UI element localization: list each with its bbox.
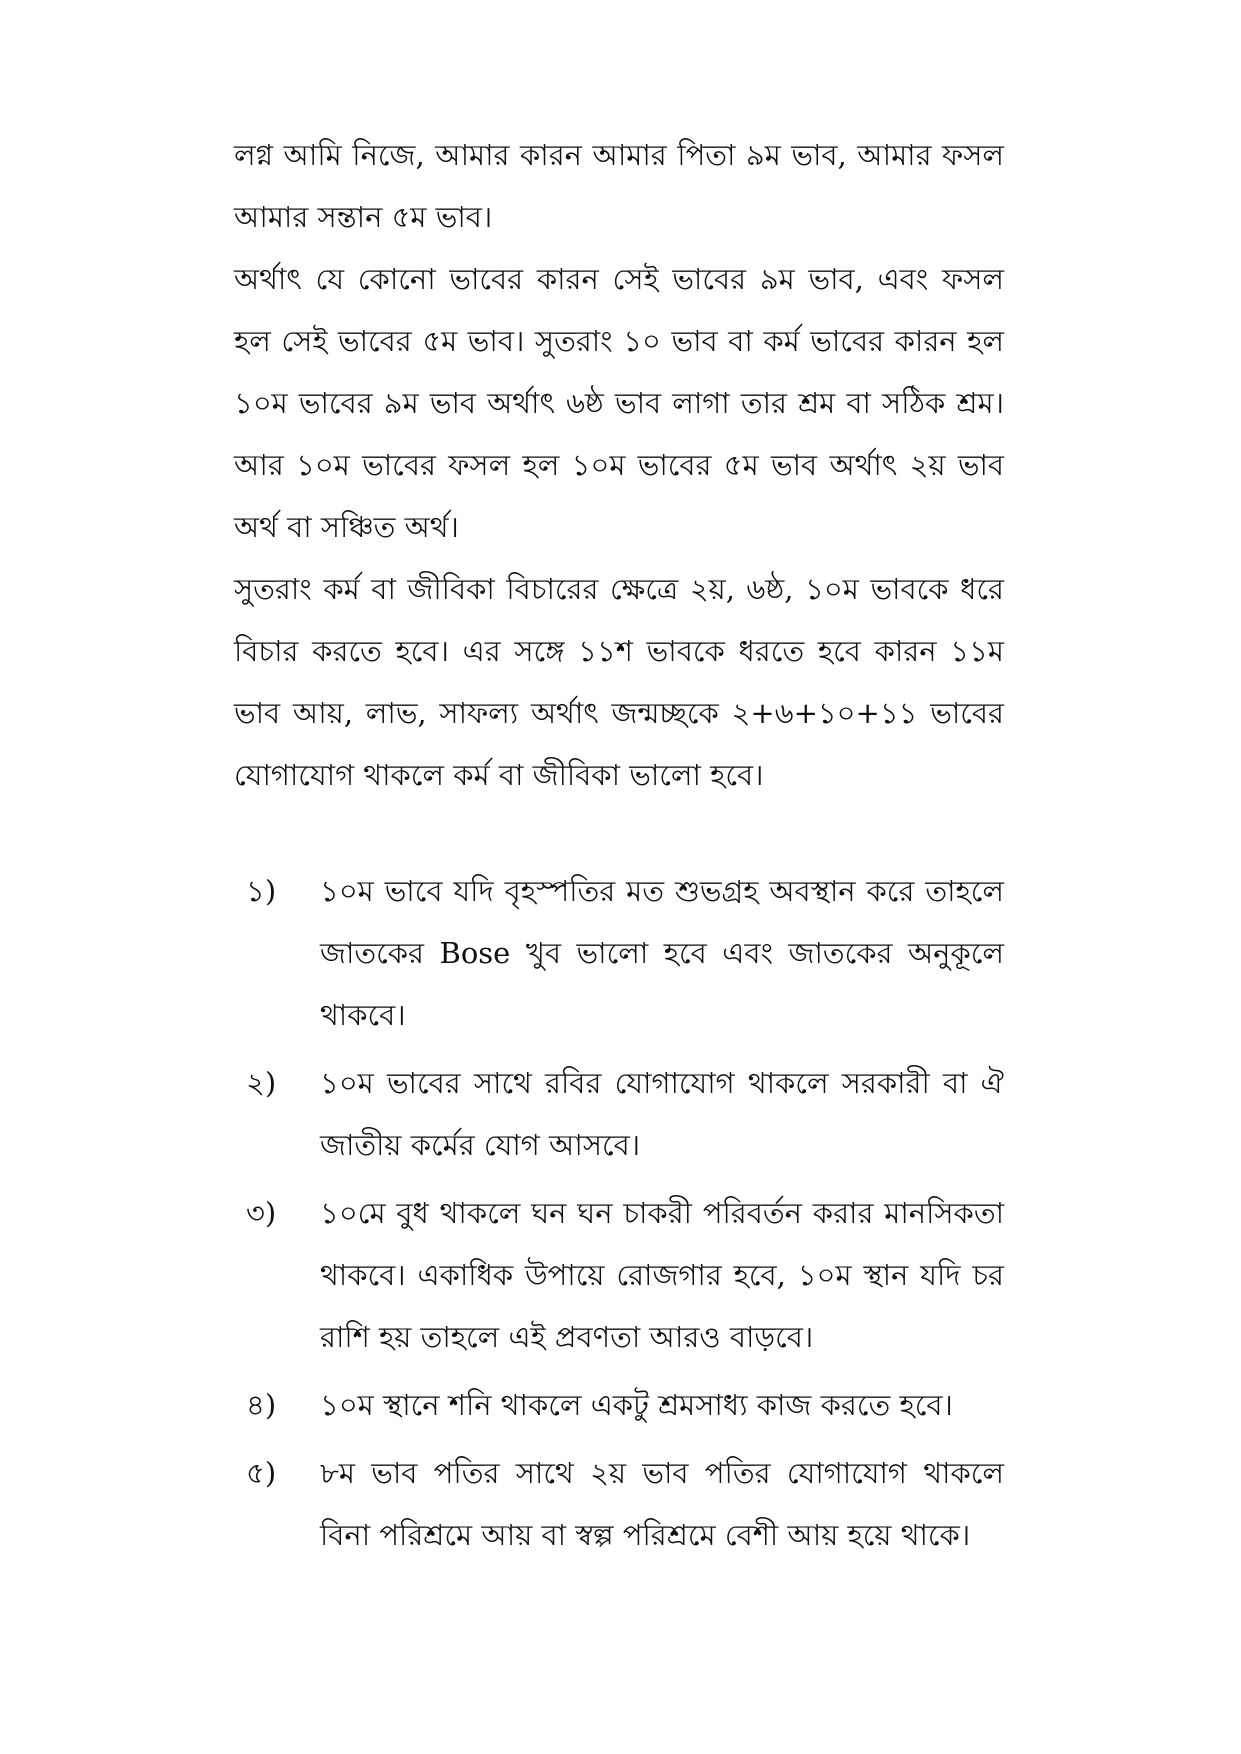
list-item: [234, 1182, 1004, 1368]
list-item-text: ১০ম ভাবে যদি বৃহস্পতির মত শুভগ্রহ অবস্থান করে তাহলে জাতকের Bose খুব ভালো হবে এবং জাতকের অনুকূলে থাকবে।: [320, 874, 1004, 1032]
list-item-text: ৮ম ভাব পতির সাথে ২য় ভাব পতির যোগাযোগ থাকলে বিনা পরিশ্রমে আয় বা স্বল্প পরিশ্রমে বেশী আয় হয়ে থাকে।: [320, 1456, 1004, 1552]
list-item-number: ৫): [246, 1456, 277, 1490]
list-item: [234, 1052, 1004, 1176]
list-item-number: ৪): [246, 1388, 277, 1422]
list-item-number: ১): [246, 874, 277, 908]
list-item-text: ১০ম ভাবের সাথে রবির যোগাযোগ থাকলে সরকারী বা ঐ জাতীয় কর্মের যোগ আসবে।: [320, 1066, 1004, 1162]
list-item: [234, 1442, 1004, 1566]
list-item-text: ১০মে বুধ থাকলে ঘন ঘন চাকরী পরিবর্তন করার মানসিকতা থাকবে। একাধিক উপায়ে রোজগার হবে, ১০ম স্থান যদি চর রাশি হয় তাহলে এই প্রবণতা আরও বাড়বে।: [320, 1196, 1004, 1354]
list-item-number: ২): [246, 1066, 277, 1100]
paragraph-career-houses: সুতরাং কর্ম বা জীবিকা বিচারের ক্ষেত্রে ২য়, ৬ষ্ঠ, ১০ম ভাবকে ধরে বিচার করতে হবে। এর সঙ্গে ১১শ ভাবকে ধরতে হবে কারন ১১ম ভাব আয়, লাভ, সাফল্য অর্থাৎ জন্মচ্ছকে ২+৬+১০+১১ ভাবের যোগাযোগ থাকলে কর্ম বা জীবিকা ভালো হবে।: [234, 572, 1004, 792]
list-item: [234, 860, 1004, 1046]
paragraph-lagna: লগ্ন আমি নিজে, আমার কারন আমার পিতা ৯ম ভাব, আমার ফসল আমার সন্তান ৫ম ভাব।: [234, 138, 1004, 234]
list-item-number: ৩): [246, 1196, 277, 1230]
list-item: [234, 1374, 1004, 1436]
numbered-list: [234, 860, 1004, 1572]
list-item-text: ১০ম স্থানে শনি থাকলে একটু শ্রমসাধ্য কাজ করতে হবে।: [320, 1388, 953, 1422]
paragraph-cause-and-result: অর্থাৎ যে কোনো ভাবের কারন সেই ভাবের ৯ম ভাব, এবং ফসল হল সেই ভাবের ৫ম ভাব। সুতরাং ১০ ভাব বা কর্ম ভাবের কারন হল ১০ম ভাবের ৯ম ভাব অর্থাৎ ৬ষ্ঠ ভাব লাগা তার শ্রম বা সঠিক শ্রম। আর ১০ম ভাবের ফসল হল ১০ম ভাবের ৫ম ভাব অর্থাৎ ২য় ভাব অর্থ বা সঞ্চিত অর্থ।: [234, 262, 1004, 544]
